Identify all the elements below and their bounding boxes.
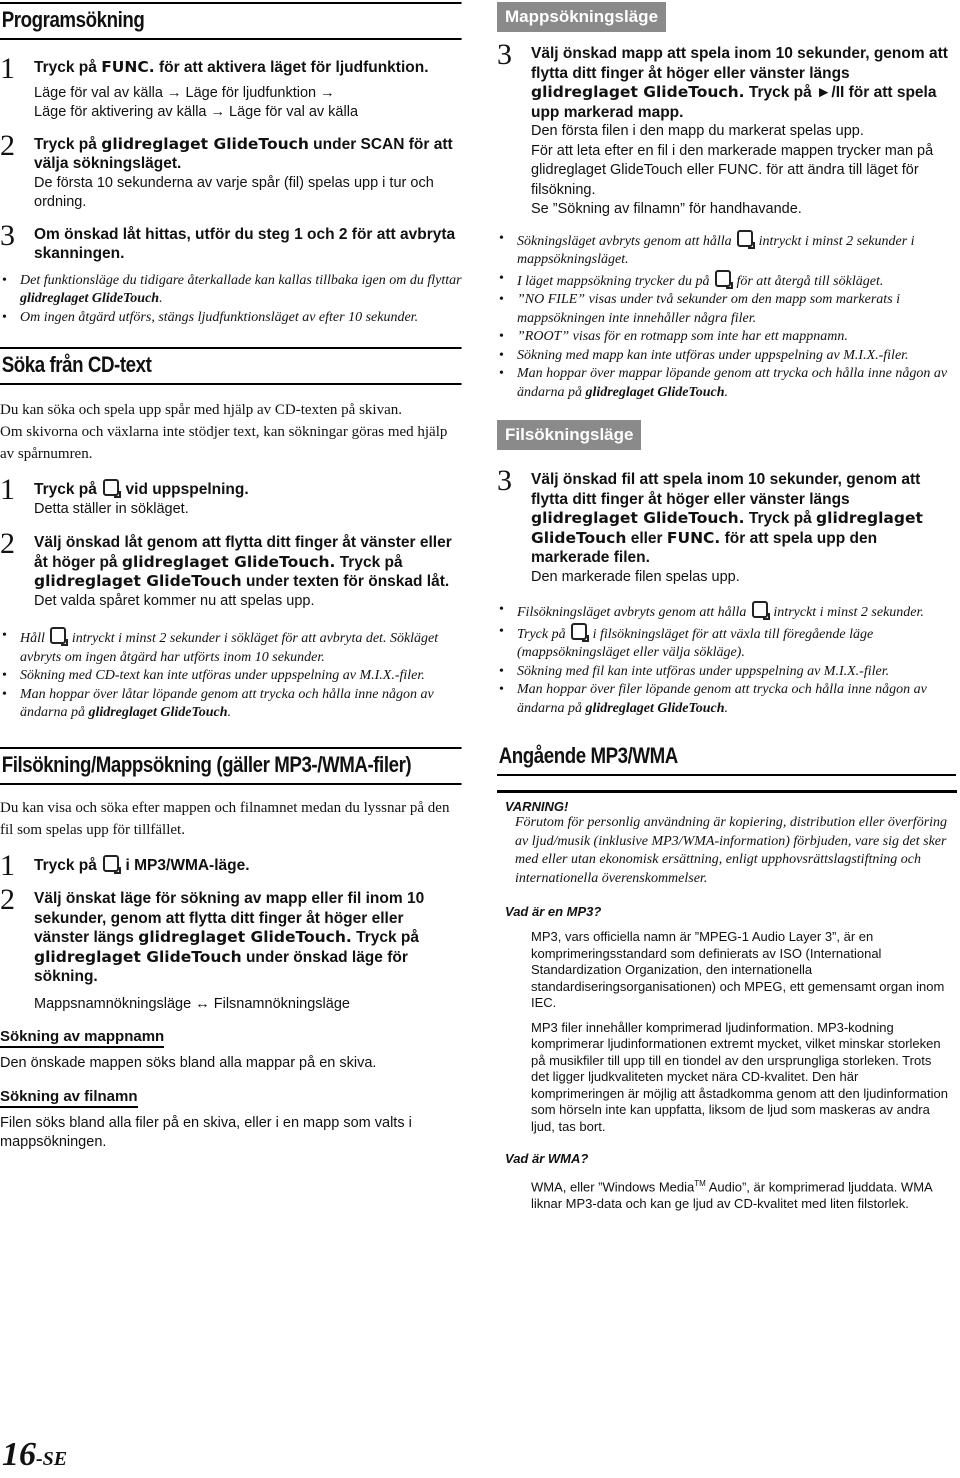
cd-bullet-list [0,627,462,723]
search-key-icon [715,270,731,287]
subheading-mappnamn: Sökning av mappnamn [0,1028,164,1048]
heading-programsokning: Programsökning [0,2,461,40]
cd-step-2: 2 Välj önskad låt genom att flytta ditt finger åt vänster eller åt höger på glidreglaget GlideTouch. Tryck på glidreglaget GlideTouch under texten för önskad låt. Det valda spåret kommer nu att spelas upp. [0,527,452,609]
step-1: 1 Tryck på FUNC. för att aktivera läget för ljudfunktion. [0,52,429,85]
search-key-icon [571,623,587,640]
list-item: • Sökning med CD-text kan inte utföras under uppspelning av M.I.X.-filer. [0,667,462,686]
list-item: • ”ROOT” visas för en rotmapp som inte har ett mappnamn. [497,328,957,347]
right-column: Mappsökningsläge 3 Välj önskad mapp att spela inom 10 sekunder, genom att flytta ditt finger åt höger eller vänster längs glidreglaget GlideTouch. Tryck på ►/II för att spela upp markerad mapp. Den första filen i den mapp du markerat spelas upp. För att leta efter en fil i den markerade mappen trycker man på glidreglaget GlideTouch eller FUNC. för att ändra till läget för filsökning. Se ”Sökning av filnamn” för handhavande. • Sökningsläget avbryts genom att hålla intryckt i minst 2 sekunder i mappsökningsläget. • I läget mappsökning trycker du på för att återgå till sökläget. • ”NO FILE” visas under två sekunder om den mapp som markerats i mappsökningen inte innehåller några filer. • ”ROOT” visas för en rotmapp som inte har ett mappnamn. • Sökning med mapp kan inte utföras under uppspelning av M.I.X.-filer. • Man hoppar över mappar löpande genom att trycka och hålla inne någon av ändarna på glidreglaget GlideTouch. Filsökningsläge 3 Välj önskad fil att spela inom 10 sekunder, genom att flytta ditt finger åt höger eller vänster längs glidreglaget GlideTouch. Tryck på glidreglaget GlideTouch eller FUNC. för att spela upp den markerade filen. Den markerade filen spelas upp. • Filsökningsläget avbryts genom att hålla intryckt i minst 2 sekunder. • Tryck på i filsökningsläget för att växla till föregående läge (mappsökningsläget eller välja sökläge). • Sökning med fil kan inte utföras under uppspelning av M.I.X.-filer. • Man hoppar över filer löpande genom att trycka och hålla inne någon av ändarna på glidreglaget GlideTouch. Angående MP3/WMA VARNING! Förutom för personlig användning är kopiering, distribution eller överföring av ljud/musik (inklusive MP3/WMA-information) förbjuden, vare sig det sker med eller utan ekonomisk ersättning, enligt upphovsrättslagstiftning och internationella överenskommelser. Vad är en MP3? MP3, vars officiella namn är ”MPEG-1 Audio Layer 3”, är en komprimeringsstandard som definierats av ISO (International Standardization Organization, den internationella standardiseringsorganisationen) och MPEG, ett gemensamt organ inom IEC. MP3 filer innehåller komprimerad ljudinformation. MP3-kodning komprimerar ljudinformationen extremt mycket, vilket minskar storleken på musikfiler till upp till en tiondel av den ursprungliga storleken. Trots det ligger ljudkvaliteten mycket nära CD-kvalitet. Den här komprimeringen är möjlig att åstadkomma genom att den ljudinformation som hörseln inte kan uppfatta, liksom de ljud som maskeras av andra ljud, tas bort. Vad är WMA? WMA, eller ”Windows Media™ Audio”, är komprimerad ljuddata. WMA liknar MP3-data och kan ge ljud av CD-kvalitet med liten filstorlek. [497,0,957,1212]
list-item: • Sökningsläget avbryts genom att hålla intryckt i minst 2 sekunder i mappsökningsläget. [497,230,957,270]
list-item: • Man hoppar över mappar löpande genom att trycka och hålla inne någon av ändarna på glidreglaget GlideTouch. [497,365,957,402]
page-number: 16-SE [2,1436,68,1473]
list-item: • Sökning med fil kan inte utföras under uppspelning av M.I.X.-filer. [497,663,957,682]
heading-cdtext: Söka från CD-text [0,347,461,385]
tab-mappsokningslage: Mappsökningsläge [497,2,666,32]
search-key-icon [103,479,119,496]
list-item: • Håll intryckt i minst 2 sekunder i sökläget för att avbryta det. Sökläget avbryts om ingen åtgärd har utförts inom 10 sekunder. [0,627,462,667]
list-item: • Om ingen åtgärd utförs, stängs ljudfunktionsläget av efter 10 sekunder. [0,309,462,328]
cd-step-1: 1 Tryck på vid uppspelning. Detta ställer in sökläget. [0,473,249,517]
fs-step-1: 1 Tryck på i MP3/WMA-läge. [0,848,250,882]
filsok-intro: Du kan visa och söka efter mappen och filnamnet medan du lyssnar på den fil som spelas upp för tillfället. [0,799,450,838]
bullet-list [0,272,462,328]
cdtext-intro1: Du kan söka och spela upp spår med hjälp av CD-texten på skivan. [0,402,402,418]
fil-step-3: 3 Välj önskad fil att spela inom 10 sekunder, genom att flytta ditt finger åt höger eller vänster längs glidreglaget GlideTouch. Tryck på glidreglaget GlideTouch eller FUNC. för att spela upp den markerade filen. Den markerade filen spelas upp. [497,464,923,585]
play-pause-icon: ►/II [816,84,845,101]
search-key-icon [50,627,66,644]
fil-bullet-list [497,601,957,718]
warning-text: Förutom för personlig användning är kopiering, distribution eller överföring av ljud/musik (inklusive MP3/WMA-information) förbjuden, vare sig det sker med eller utan ekonomisk ersättning, enligt upphovsrättslagstiftning och internationella överenskommelser. [515,815,948,886]
mapp-bullet-list [497,230,957,403]
heading-mp3wma: Angående MP3/WMA [497,740,956,776]
list-item: • Sökning med mapp kan inte utföras under uppspelning av M.I.X.-filer. [497,347,957,366]
list-item: • Tryck på i filsökningsläget för att växla till föregående läge (mappsökningsläget eller välja sökläge). [497,623,957,663]
heading-filsokning: Filsökning/Mappsökning (gäller MP3-/WMA-filer) [0,747,461,785]
search-key-icon [752,601,768,618]
search-key-icon [103,855,119,872]
left-column: Programsökning 1 Tryck på FUNC. för att aktivera läget för ljudfunktion. Läge för val av källa → Läge för ljudfunktion → Läge för aktivering av källa → Läge för val av källa 2 Tryck på glidreglaget GlideTouch under SCAN för att välja sökningsläget. De första 10 sekunderna av varje spår (fil) spelas upp i tur och ordning. 3 Om önskad låt hittas, utför du steg 1 och 2 för att avbryta skanningen. • Det funktionsläge du tidigare återkallade kan kallas tillbaka igen om du flyttar glidreglaget GlideTouch. • Om ingen åtgärd utförs, stängs ljudfunktionsläget av efter 10 sekunder. Söka från CD-text Du kan söka och spela upp spår med hjälp av CD-texten på skivan. Om skivorna och växlarna inte stödjer text, kan sökningar göras med hjälp av spårnumren. 1 Tryck på vid uppspelning. Detta ställer in sökläget. 2 Välj önskad låt genom att flytta ditt finger åt vänster eller åt höger på glidreglaget GlideTouch. Tryck på glidreglaget GlideTouch under texten för önskad låt. Det valda spåret kommer nu att spelas upp. • Håll intryckt i minst 2 sekunder i sökläget för att avbryta det. Sökläget avbryts om ingen åtgärd har utförts inom 10 sekunder. • Sökning med CD-text kan inte utföras under uppspelning av M.I.X.-filer. • Man hoppar över låtar löpande genom att trycka och hålla inne någon av ändarna på glidreglaget GlideTouch. Filsökning/Mappsökning (gäller MP3-/WMA-filer) Du kan visa och söka efter mappen och filnamnet medan du lyssnar på den fil som spelas upp för tillfället. 1 Tryck på i MP3/WMA-läge. 2 Välj önskat läge för sökning av mapp eller fil inom 10 sekunder, genom att flytta ditt finger åt höger eller vänster längs glidreglaget GlideTouch. Tryck på glidreglaget GlideTouch under önskad läge för sökning. Mappsnamnökningsläge ↔ Filsnamnökningsläge Sökning av mappnamn Den önskade mappen söks bland alla mappar på en skiva. Sökning av filnamn Filen söks bland alla filer på en skiva, eller i en mapp som valts i mappsökningen. [0,0,462,1153]
list-item: • Man hoppar över filer löpande genom att trycka och hålla inne någon av ändarna på glidreglaget GlideTouch. [497,681,957,718]
warning-box [497,790,957,888]
step2-note: De första 10 sekunderna av varje spår (fil) spelas upp i tur och ordning. [34,174,434,210]
question-wma: Vad är WMA? [505,1151,589,1166]
question-mp3: Vad är en MP3? [505,904,602,919]
list-item: • ”NO FILE” visas under två sekunder om den mapp som markerats i mappsökningen inte innehåller några filer. [497,291,957,328]
subheading-filnamn: Sökning av filnamn [0,1088,138,1108]
step1-line1: Läge för val av källa → Läge för ljudfunktion → [34,84,335,101]
search-key-icon [737,230,753,247]
step1-line2: Läge för aktivering av källa → Läge för val av källa [34,104,359,120]
fs-step-2: 2 Välj önskat läge för sökning av mapp eller fil inom 10 sekunder, genom att flytta ditt finger åt höger eller vänster längs glidreglaget GlideTouch. Tryck på glidreglaget GlideTouch under önskad läge för sökning. Mappsnamnökningsläge ↔ Filsnamnökningsläge [0,883,425,1012]
list-item: • Filsökningsläget avbryts genom att hålla intryckt i minst 2 sekunder. [497,601,957,623]
warning-title: VARNING! [505,799,569,814]
tab-filsokningslage: Filsökningsläge [497,420,641,450]
list-item: • Det funktionsläge du tidigare återkallade kan kallas tillbaka igen om du flyttar glidreglaget GlideTouch. [0,272,462,309]
step-number: 1 [0,52,15,85]
mapp-step-3: 3 Välj önskad mapp att spela inom 10 sekunder, genom att flytta ditt finger åt höger eller vänster längs glidreglaget GlideTouch. Tryck på ►/II för att spela upp markerad mapp. Den första filen i den mapp du markerat spelas upp. För att leta efter en fil i den markerade mappen trycker man på glidreglaget GlideTouch eller FUNC. för att ändra till läget för filsökning. Se ”Sökning av filnamn” för handhavande. [497,38,948,217]
list-item: • Man hoppar över låtar löpande genom att trycka och hålla inne någon av ändarna på glidreglaget GlideTouch. [0,686,462,723]
list-item: • I läget mappsökning trycker du på för att återgå till sökläget. [497,270,957,292]
cdtext-intro2: Om skivorna och växlarna inte stödjer text, kan sökningar göras med hjälp av spårnumren. [0,424,448,462]
step-2: 2 Tryck på glidreglaget GlideTouch under SCAN för att välja sökningsläget. De första 10 sekunderna av varje spår (fil) spelas upp i tur och ordning. [0,135,462,213]
step-3: 3 Om önskad låt hittas, utför du steg 1 och 2 för att avbryta skanningen. [0,218,456,262]
